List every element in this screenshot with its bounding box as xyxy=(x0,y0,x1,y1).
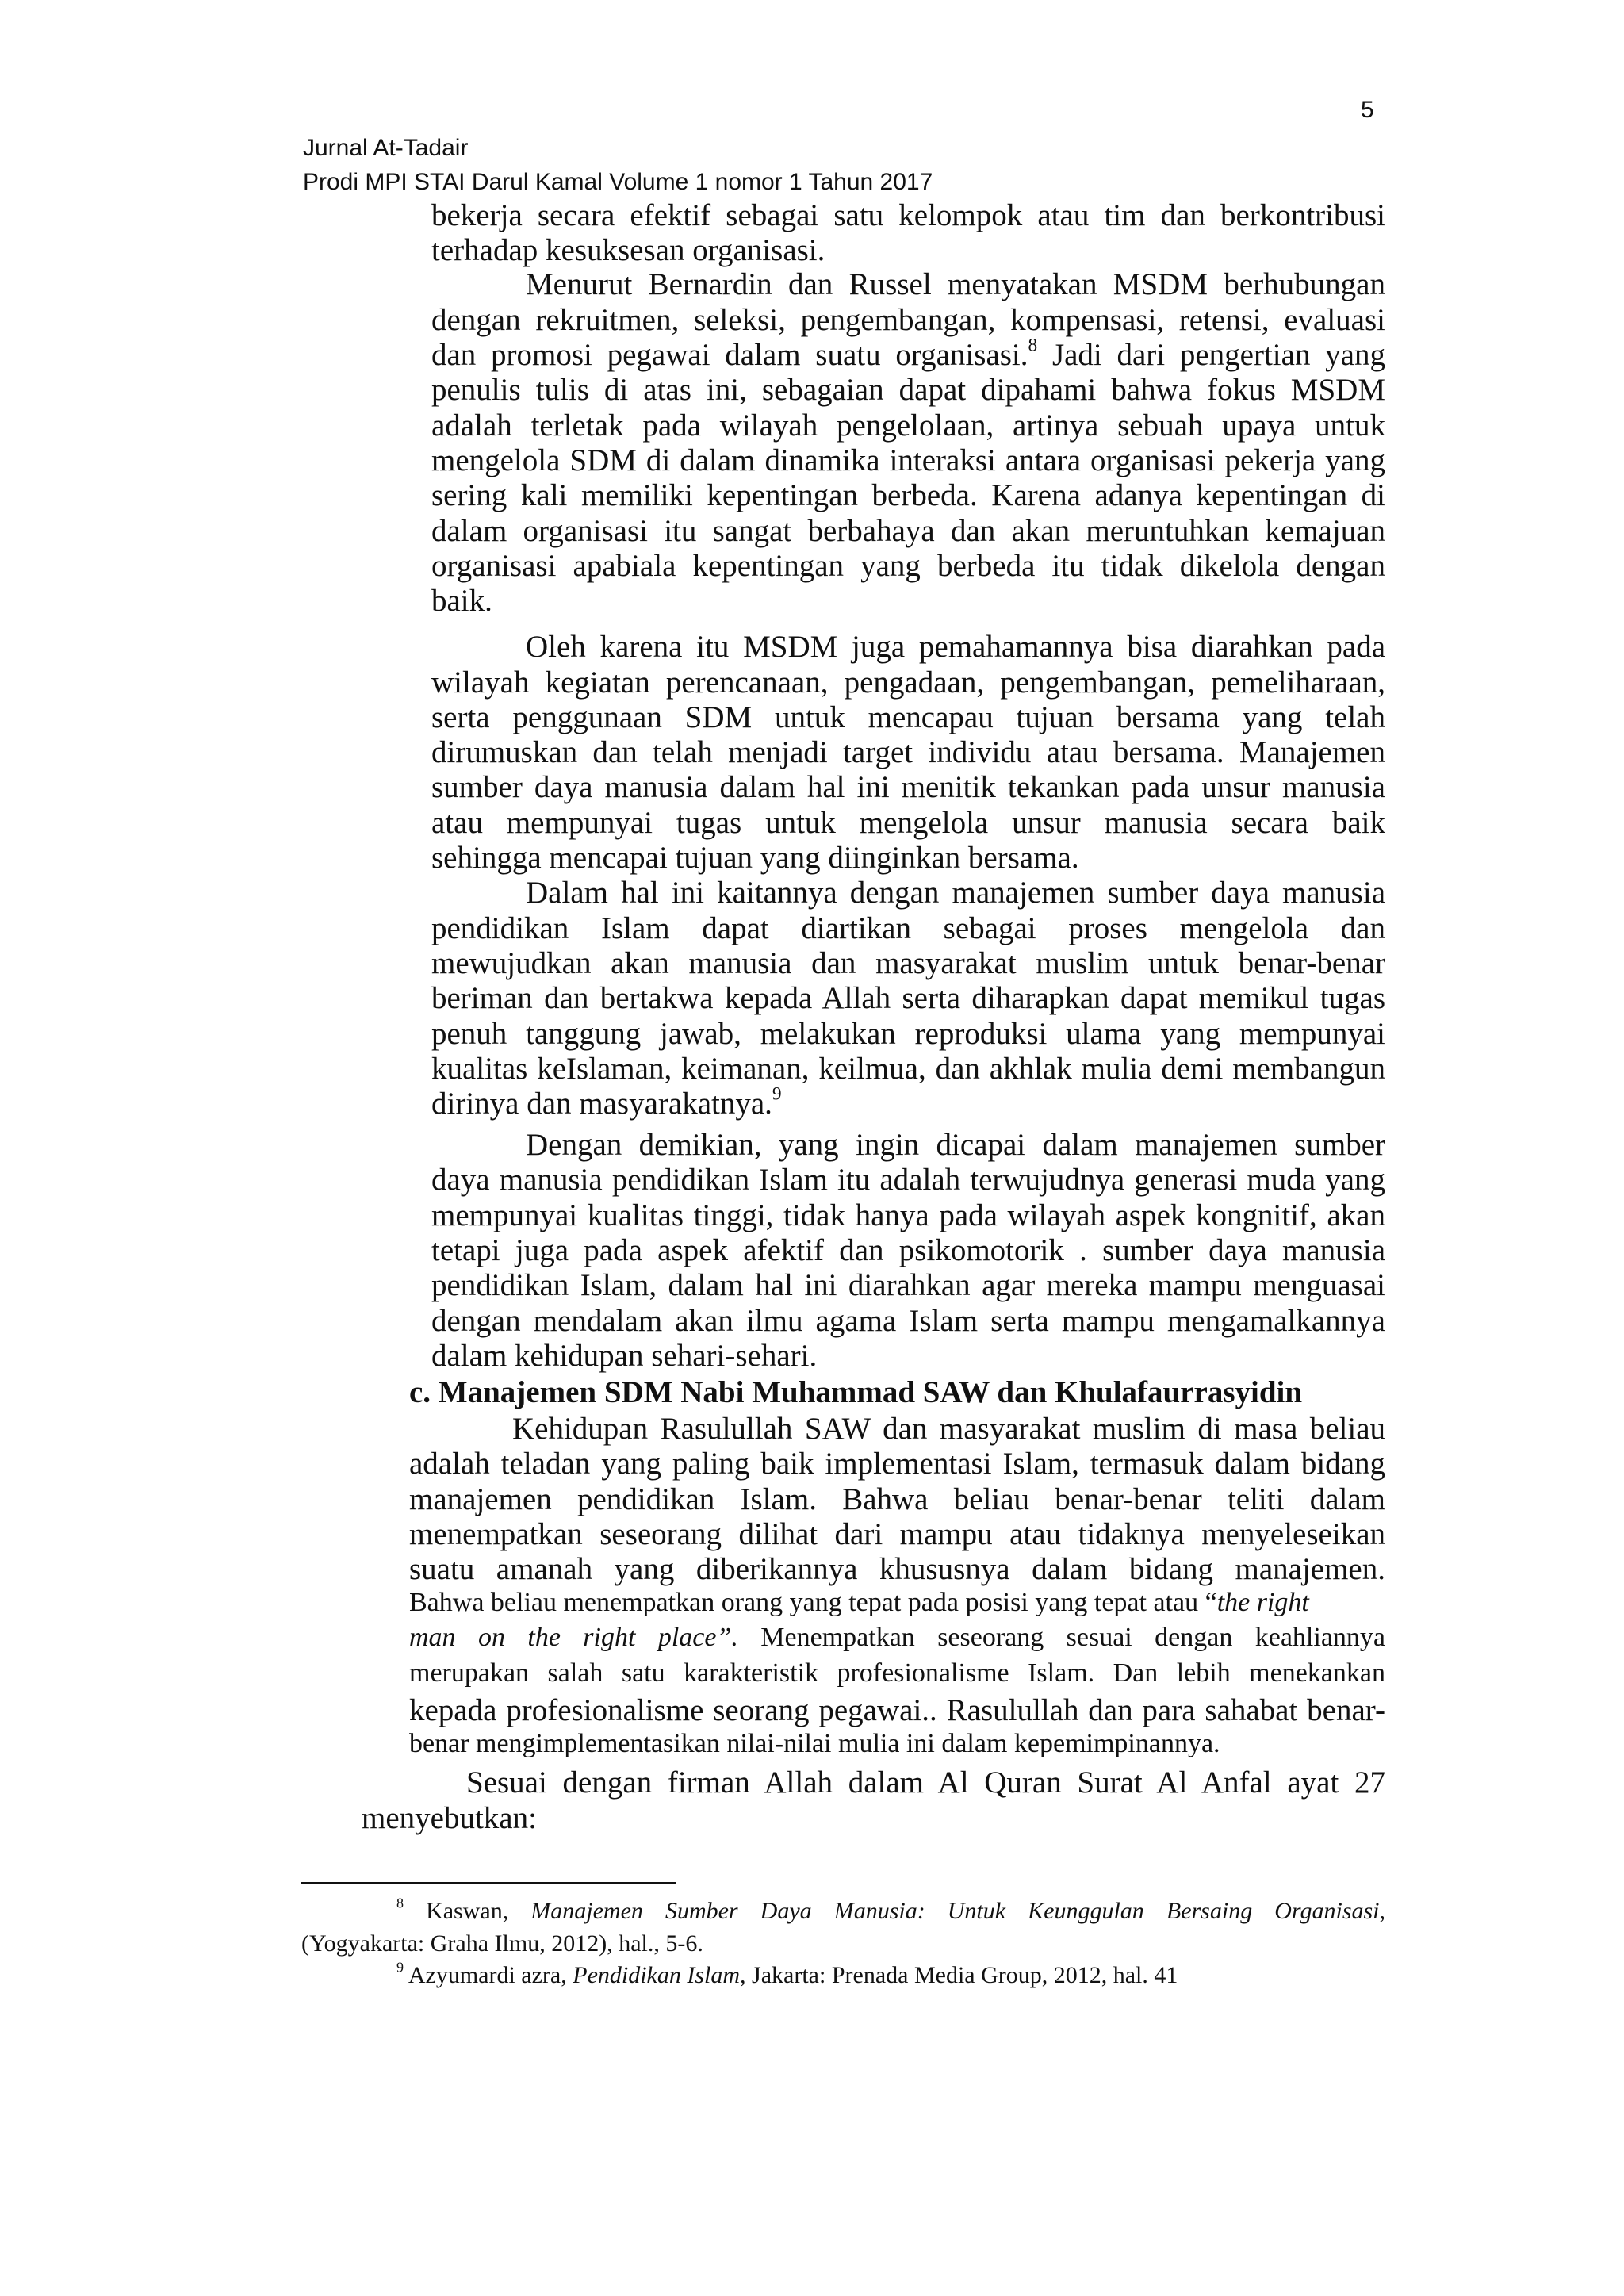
section-heading: c. Manajemen SDM Nabi Muhammad SAW dan Khulafaurrasyidin xyxy=(409,1375,1303,1409)
body-line: mengelola SDM di dalam dinamika interaksi antara organisasi pekerja yang xyxy=(431,443,1385,477)
body-line: sehingga mencapai tujuan yang diinginkan bersama. xyxy=(431,841,1079,875)
body-line: terhadap kesuksesan organisasi. xyxy=(431,233,825,267)
footnote-ref-9: 9 xyxy=(772,1083,782,1105)
body-line: dengan rekruitmen, seleksi, pengembangan, kompensasi, retensi, evaluasi xyxy=(431,303,1385,337)
body-line: Sesuai dengan firman Allah dalam Al Quran Surat Al Anfal ayat 27 xyxy=(466,1765,1385,1800)
body-line: baik. xyxy=(431,584,492,618)
body-line: merupakan salah satu karakteristik profesionalisme Islam. Dan lebih menekankan xyxy=(409,1658,1385,1688)
body-line: sumber daya manusia dalam hal ini menitik tekankan pada unsur manusia xyxy=(431,770,1385,804)
body-line: kepada profesionalisme seorang pegawai.. Rasulullah dan para sahabat benar- xyxy=(409,1693,1385,1727)
body-line: wilayah kegiatan perencanaan, pengadaan, pengembangan, pemeliharaan, xyxy=(431,665,1385,700)
page-number: 5 xyxy=(1361,97,1374,123)
body-line: daya manusia pendidikan Islam itu adalah terwujudnya generasi muda yang xyxy=(431,1163,1385,1197)
footnote-8: $^8$ Kaswan, Manajemen Sumber Daya Manusia: Untuk Keunggulan Bersaing Organisasi, xyxy=(396,1895,1385,1924)
body-line: adalah terletak pada wilayah pengelolaan, artinya sebuah upaya untuk xyxy=(431,408,1385,443)
body-line: beriman dan bertakwa kepada Allah serta diharapkan dapat memikul tugas xyxy=(431,981,1385,1015)
footnote-separator xyxy=(301,1882,676,1884)
body-line: organisasi apabiala kepentingan yang berbeda itu tidak dikelola dengan xyxy=(431,549,1385,583)
body-line: atau mempunyai tugas untuk mengelola unsur manusia secara baik xyxy=(431,806,1385,840)
body-line: tetapi juga pada aspek afektif dan psikomotorik . sumber daya manusia xyxy=(431,1233,1385,1267)
footnote-9: $^9$ Azyumardi azra, Pendidikan Islam, Jakarta: Prenada Media Group, 2012, hal. 41 xyxy=(396,1959,1178,1988)
body-line: Kehidupan Rasulullah SAW dan masyarakat muslim di masa beliau xyxy=(512,1412,1385,1446)
body-line: dan promosi pegawai dalam suatu organisasi.$^8$ Jadi dari pengertian yang xyxy=(431,335,1385,372)
body-line: kualitas keIslaman, keimanan, keilmua, dan akhlak mulia demi membangun xyxy=(431,1052,1385,1086)
body-line: penuh tanggung jawab, melakukan reproduksi ulama yang mempunyai xyxy=(431,1017,1385,1051)
body-line: adalah teladan yang paling baik implementasi Islam, termasuk dalam bidang xyxy=(409,1447,1385,1481)
body-line: bekerja secara efektif sebagai satu kelompok atau tim dan berkontribusi xyxy=(431,198,1385,232)
body-line: dirumuskan dan telah menjadi target individu atau bersama. Manajemen xyxy=(431,735,1385,769)
body-line: mempunyai kualitas tinggi, tidak hanya pada wilayah aspek kongnitif, akan xyxy=(431,1198,1385,1232)
journal-subtitle: Prodi MPI STAI Darul Kamal Volume 1 nomor 1 Tahun 2017 xyxy=(303,169,933,195)
body-line: Bahwa beliau menempatkan orang yang tepat pada posisi yang tepat atau “the right xyxy=(409,1588,1309,1617)
footnote-ref-8: 8 xyxy=(1028,335,1038,356)
body-line: Dalam hal ini kaitannya dengan manajemen sumber daya manusia xyxy=(526,876,1385,910)
body-line: manajemen pendidikan Islam. Bahwa beliau benar-benar teliti dalam xyxy=(409,1482,1385,1516)
body-line: dalam kehidupan sehari-sehari. xyxy=(431,1339,818,1373)
body-line: serta penggunaan SDM untuk mencapau tujuan bersama yang telah xyxy=(431,700,1385,734)
body-line: suatu amanah yang diberikannya khususnya dalam bidang manajemen. xyxy=(409,1552,1385,1586)
journal-title: Jurnal At-Tadair xyxy=(303,135,469,161)
body-line: benar mengimplementasikan nilai-nilai mulia ini dalam kepemimpinannya. xyxy=(409,1729,1220,1758)
body-line: Oleh karena itu MSDM juga pemahamannya bisa diarahkan pada xyxy=(526,630,1385,664)
body-line: man on the right place”. Menempatkan seseorang sesuai dengan keahliannya xyxy=(409,1623,1385,1652)
body-line: menempatkan seseorang dilihat dari mampu atau tidaknya menyeleseikan xyxy=(409,1517,1385,1551)
body-line: Menurut Bernardin dan Russel menyatakan MSDM berhubungan xyxy=(526,267,1385,301)
body-line: Dengan demikian, yang ingin dicapai dalam manajemen sumber xyxy=(526,1128,1385,1162)
body-line: penulis tulis di atas ini, sebagaian dapat dipahami bahwa fokus MSDM xyxy=(431,373,1385,407)
body-line: pendidikan Islam, dalam hal ini diarahkan agar mereka mampu menguasai xyxy=(431,1268,1385,1302)
body-line: dalam organisasi itu sangat berbahaya dan akan meruntuhkan kemajuan xyxy=(431,514,1385,548)
body-line: pendidikan Islam dapat diartikan sebagai proses mengelola dan xyxy=(431,911,1385,945)
body-line: dengan mendalam akan ilmu agama Islam serta mampu mengamalkannya xyxy=(431,1304,1385,1338)
body-line: dirinya dan masyarakatnya.$^9$ xyxy=(431,1083,782,1121)
body-line: sering kali memiliki kepentingan berbeda. Karena adanya kepentingan di xyxy=(431,478,1385,512)
body-line: menyebutkan: xyxy=(362,1801,537,1835)
footnote-8-line2: (Yogyakarta: Graha Ilmu, 2012), hal., 5-6. xyxy=(301,1930,703,1957)
body-line: mewujudkan akan manusia dan masyarakat muslim untuk benar-benar xyxy=(431,946,1385,980)
